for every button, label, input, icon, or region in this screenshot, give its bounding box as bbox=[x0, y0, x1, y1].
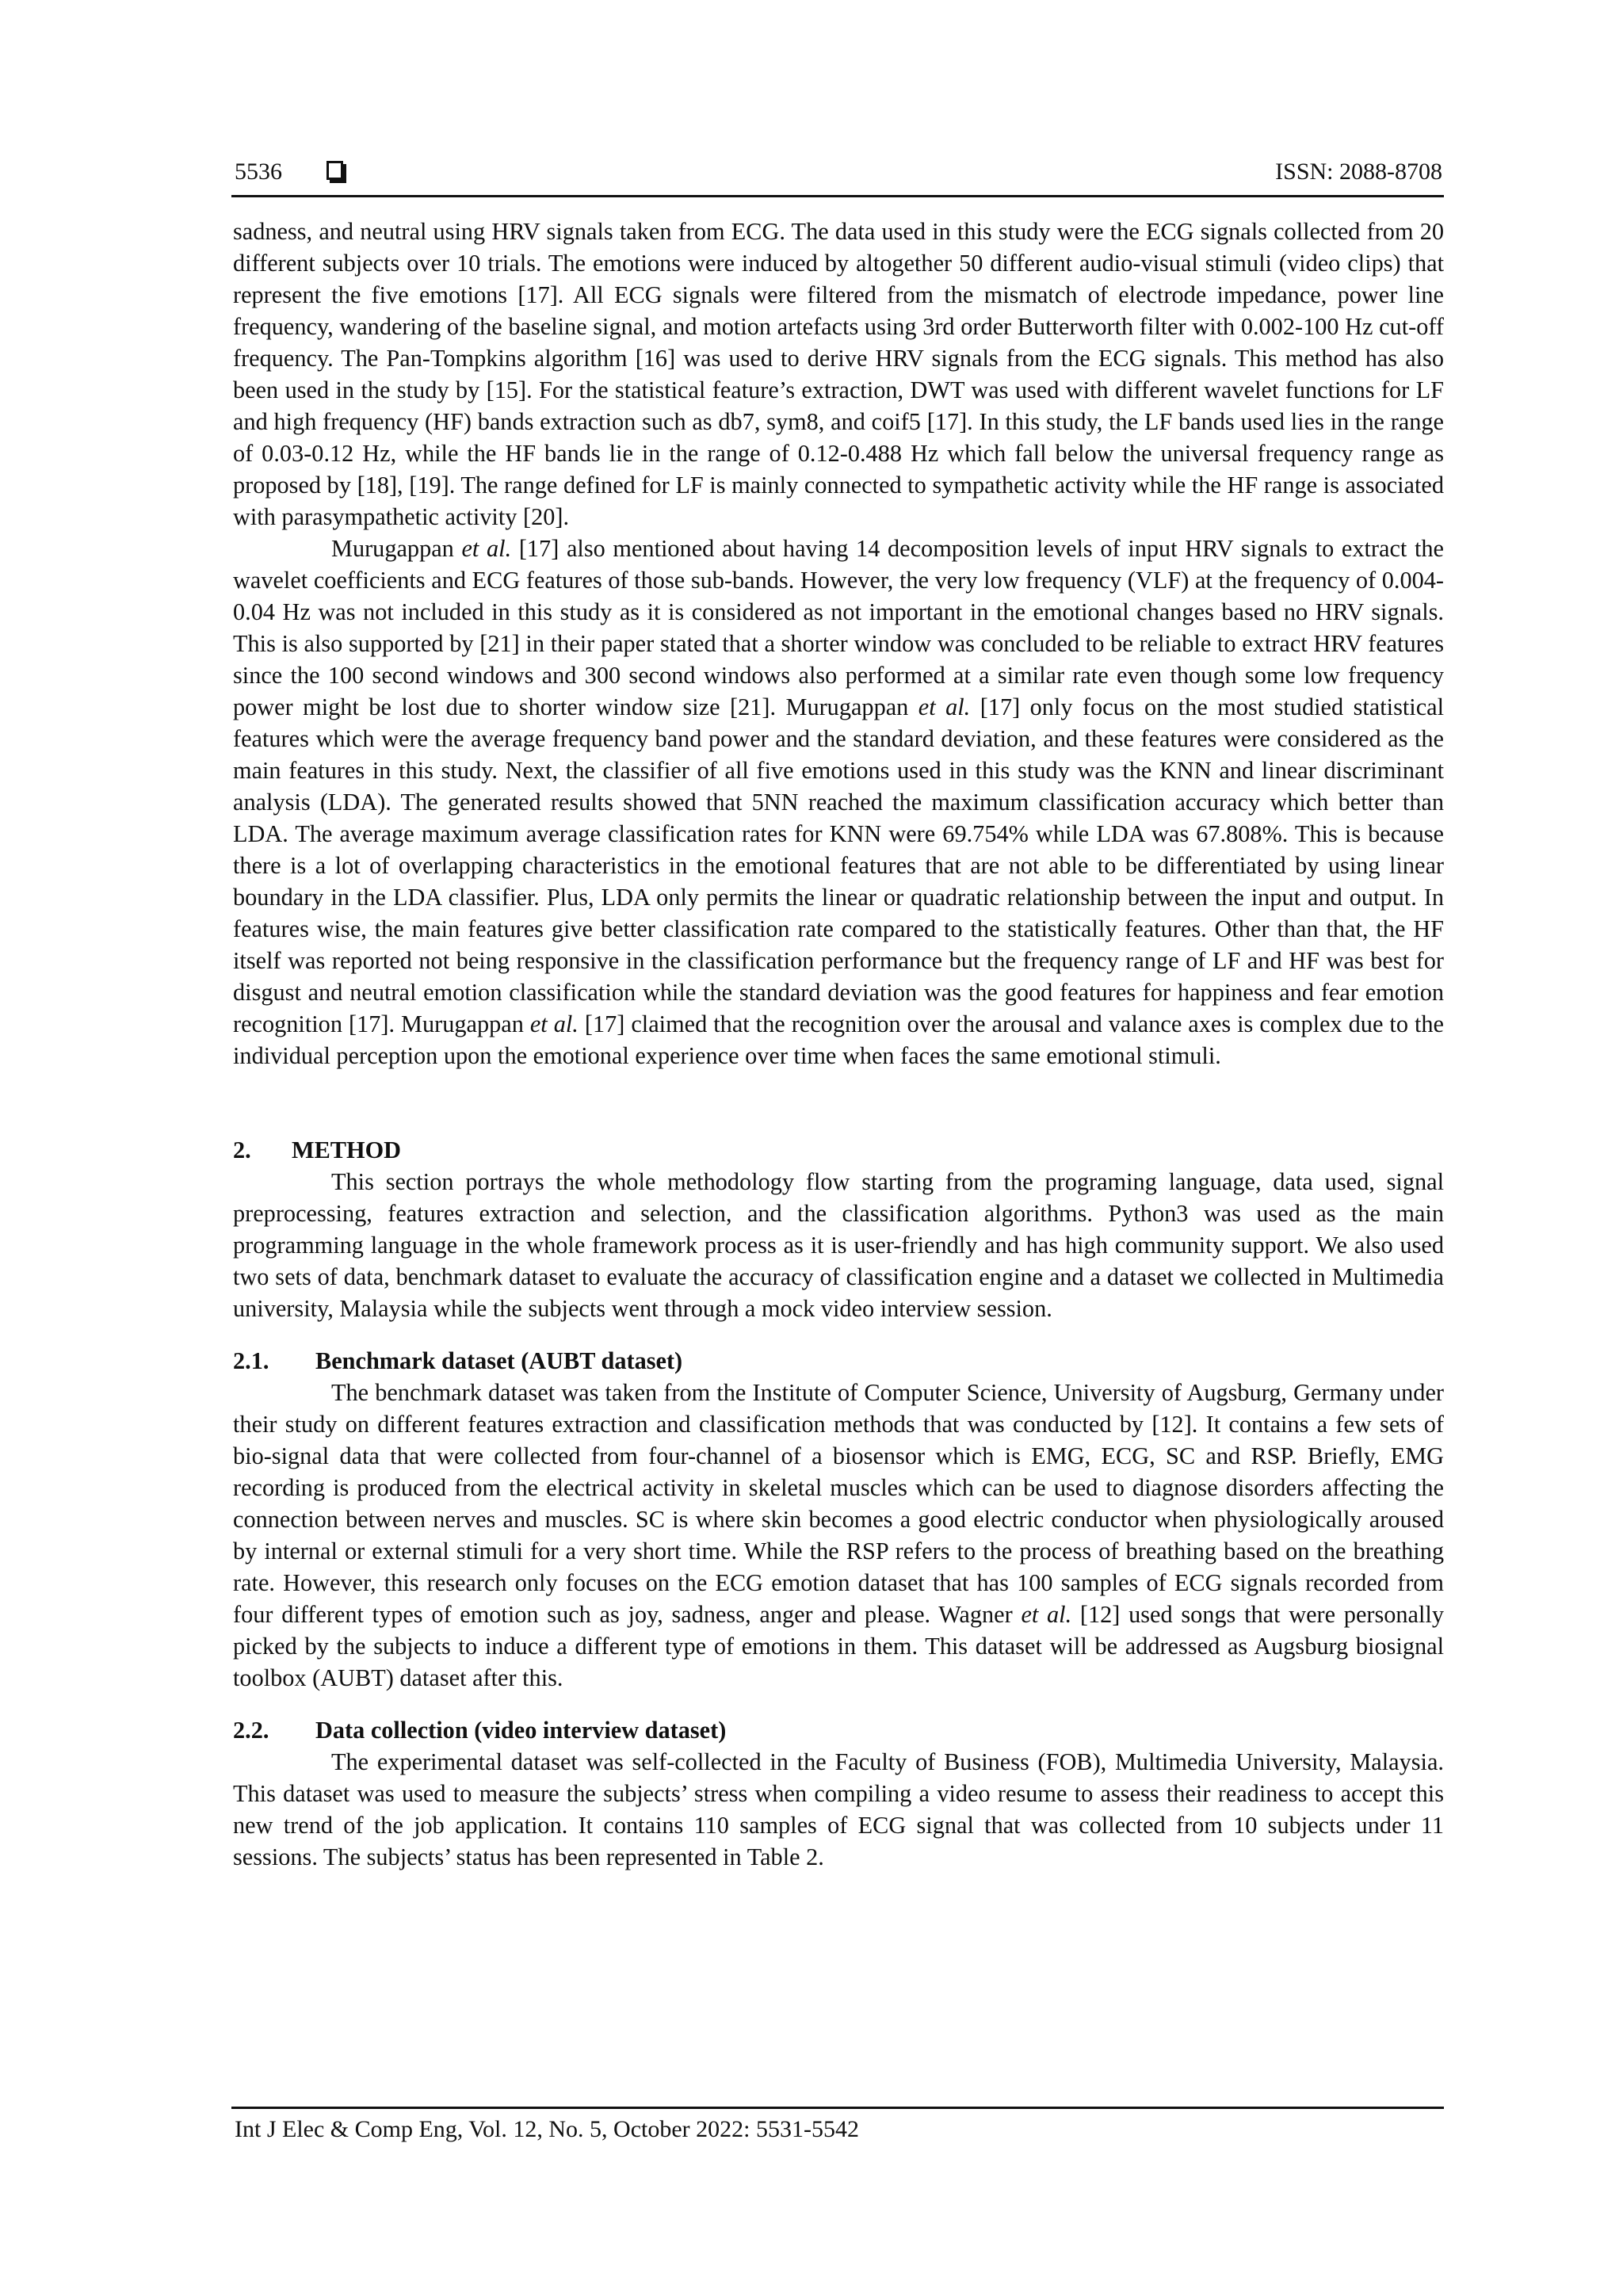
footer-citation: Int J Elec & Comp Eng, Vol. 12, No. 5, October 2022: 5531-5542 bbox=[235, 2116, 859, 2142]
subsection-title: Benchmark dataset (AUBT dataset) bbox=[315, 1347, 683, 1374]
section-number: 2. bbox=[233, 1137, 251, 1163]
et-al-3: et al. bbox=[529, 1010, 579, 1037]
paragraph-2-text-a: Murugappan bbox=[331, 535, 462, 562]
page-header bbox=[235, 155, 1442, 189]
et-al-1: et al. bbox=[461, 535, 512, 562]
paragraph-4-text-a: The benchmark dataset was taken from the Institute of Computer Science, University of Augsburg, Germany under their study on different features extraction and classification methods that was conducted by [12]. It contains a few sets of bio-signal data that were collected from four-channel of a biosensor which is EMG, ECG, SC and RSP. Briefly, EMG recording is produced from the electrical activity in skeletal muscles which can be used to diagnose disorders affecting the connection between nerves and muscles. SC is where skin becomes a good electric conductor when physiologically aroused by internal or external stimuli for a very short time. While the RSP refers to the process of breathing based on the breathing rate. However, this research only focuses on the ECG emotion dataset that has 100 samples of ECG signals recorded from four different types of emotion such as joy, sadness, anger and please. Wagner bbox=[233, 1379, 1444, 1628]
subsection-number: 2.1. bbox=[233, 1347, 269, 1374]
paragraph-4-text-b: [12] used songs that were personally picked by the subjects to induce a different type of emotions in them. This dataset will be addressed as Augsburg biosignal toolbox (AUBT) dataset after this. bbox=[233, 1601, 1444, 1691]
header-rule bbox=[231, 195, 1444, 197]
et-al-4: et al. bbox=[1021, 1601, 1072, 1628]
subsection-heading-2-1 bbox=[233, 1345, 1444, 1377]
page-number: 5536 bbox=[235, 159, 282, 185]
paragraph-2 bbox=[233, 533, 1444, 1072]
subsection-heading-2-2 bbox=[233, 1714, 1444, 1746]
et-al-2: et al. bbox=[918, 693, 971, 720]
paragraph-3: This section portrays the whole methodology flow starting from the programing language, data used, signal preprocessing, features extraction and selection, and the classification algorithms. Python3 was used as the main programming language in the whole framework process as it is user-friendly and has high community support. We also used two sets of data, benchmark dataset to evaluate the accuracy of classification engine and a dataset we collected in Multimedia university, Malaysia while the subjects went through a mock video interview session. bbox=[233, 1168, 1444, 1322]
paragraph-4 bbox=[233, 1377, 1444, 1694]
paragraph-1: sadness, and neutral using HRV signals taken from ECG. The data used in this study were the ECG signals collected from 20 different subjects over 10 trials. The emotions were induced by altogether 50 different audio-visual stimuli (video clips) that represent the five emotions [17]. All ECG signals were filtered from the mismatch of electrode impedance, power line frequency, wandering of the baseline signal, and motion artefacts using 3rd order Butterworth filter with 0.002-100 Hz cut-off frequency. The Pan-Tompkins algorithm [16] was used to derive HRV signals from the ECG signals. This method has also been used in the study by [15]. For the statistical feature’s extraction, DWT was used with different wavelet functions for LF and high frequency (HF) bands extraction such as db7, sym8, and coif5 [17]. In this study, the LF bands used lies in the range of 0.03-0.12 Hz, while the HF bands lie in the range of 0.12-0.488 Hz which fall below the universal frequency range as proposed by [18], [19]. The range defined for LF is mainly connected to sympathetic activity while the HF range is associated with parasympathetic activity [20]. bbox=[233, 218, 1444, 530]
footer-rule bbox=[231, 2107, 1444, 2109]
body-text bbox=[233, 216, 1444, 1873]
issn-label: ISSN: 2088-8708 bbox=[1275, 159, 1442, 185]
section-title: METHOD bbox=[292, 1137, 402, 1163]
paragraph-2-text-d: [17] claimed that the recognition over the arousal and valance axes is complex due to the individual perception upon the emotional experience over time when faces the same emotional stimuli. bbox=[233, 1010, 1444, 1069]
section-heading-method bbox=[233, 1134, 1444, 1166]
square-bullet-icon bbox=[327, 161, 343, 180]
paragraph-2-text-c: [17] only focus on the most studied statistical features which were the average frequency band power and the standard deviation, and these features were considered as the main features in this study. Next, the classifier of all five emotions used in this study was the KNN and linear discriminant analysis (LDA). The generated results showed that 5NN reached the maximum classification accuracy which better than LDA. The average maximum average classification rates for KNN were 69.754% while LDA was 67.808%. This is because there is a lot of overlapping characteristics in the emotional features that are not able to be differentiated by using linear boundary in the LDA classifier. Plus, LDA only permits the linear or quadratic relationship between the input and output. In features wise, the main features give better classification rate compared to the statistically features. Other than that, the HF itself was reported not being responsive in the classification performance but the frequency range of LF and HF was best for disgust and neutral emotion classification while the standard deviation was the good features for happiness and fear emotion recognition [17]. Murugappan bbox=[233, 693, 1445, 1037]
paragraph-5: The experimental dataset was self-collected in the Faculty of Business (FOB), Multimedia University, Malaysia. This dataset was used to measure the subjects’ stress when compiling a video resume to assess their readiness to accept this new trend of the job application. It contains 110 samples of ECG signal that was collected from 10 subjects under 11 sessions. The subjects’ status has been represented in Table 2. bbox=[233, 1748, 1444, 1870]
paragraph-2-text-b: [17] also mentioned about having 14 decomposition levels of input HRV signals to extract the wavelet coefficients and ECG features of those sub-bands. However, the very low frequency (VLF) at the frequency of 0.004-0.04 Hz was not included in this study as it is considered as not important in the emotional changes based no HRV signals. This is also supported by [21] in their paper stated that a shorter window was concluded to be reliable to extract HRV features since the 100 second windows and 300 second windows also performed at a similar rate even though some low frequency power might be lost due to shorter window size [21]. Murugappan bbox=[233, 535, 1444, 720]
subsection-number: 2.2. bbox=[233, 1717, 269, 1744]
subsection-title: Data collection (video interview dataset) bbox=[315, 1717, 727, 1744]
